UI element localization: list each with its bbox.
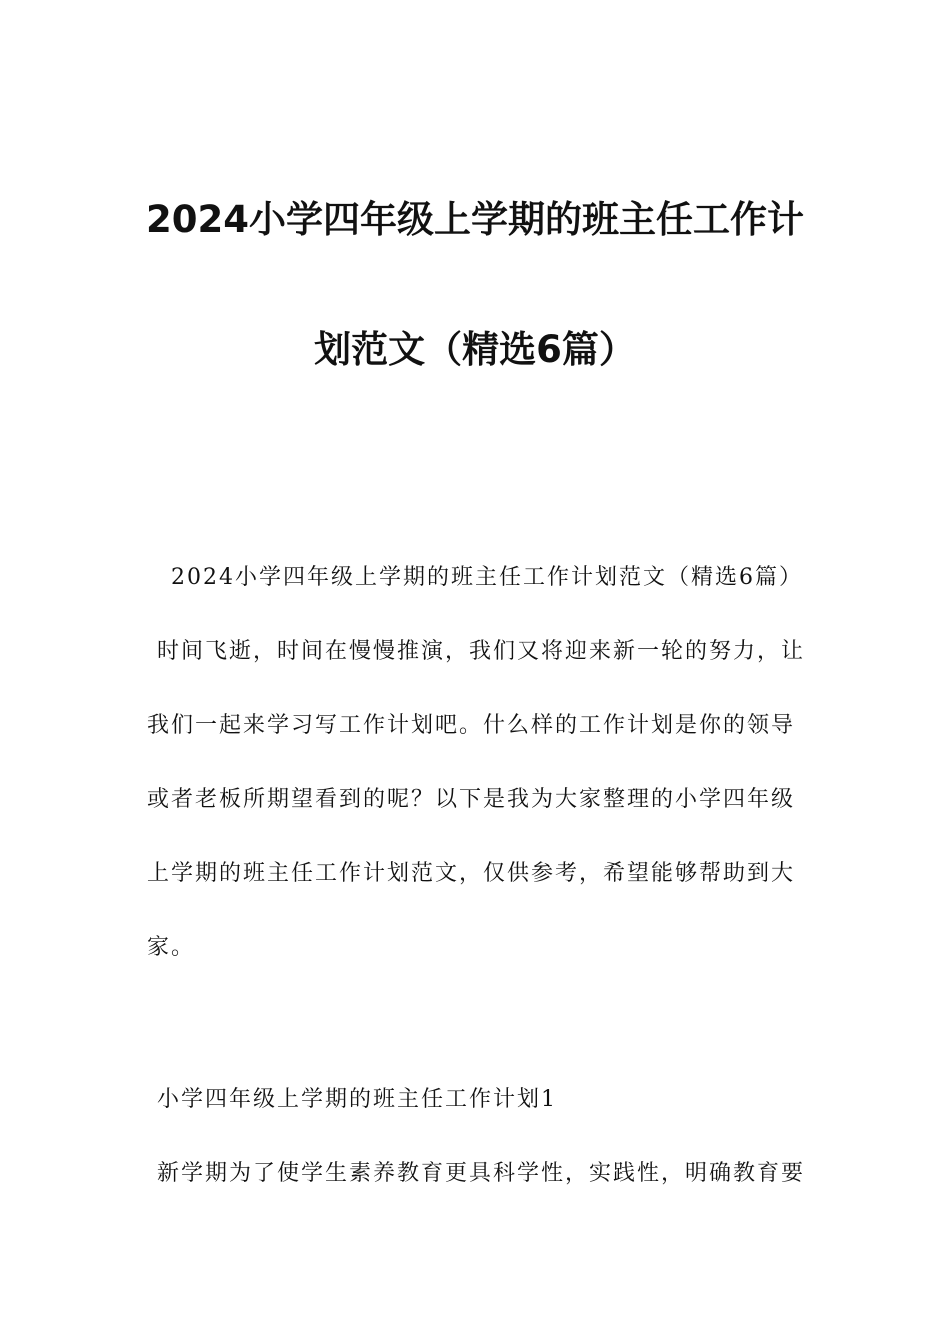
section-line-1: 新学期为了使学生素养教育更具科学性，实践性，明确教育要 <box>157 1161 806 1186</box>
intro-line-4: 上学期的班主任工作计划范文，仅供参考，希望能够帮助到大 <box>147 861 796 886</box>
intro-line-1: 时间飞逝，时间在慢慢推演，我们又将迎来新一轮的努力，让 <box>157 639 806 664</box>
document-subtitle: 2024小学四年级上学期的班主任工作计划范文（精选6篇） <box>171 565 803 590</box>
document-title-line-2: 划范文（精选6篇） <box>314 328 636 371</box>
intro-line-2: 我们一起来学习写工作计划吧。什么样的工作计划是你的领导 <box>147 713 796 738</box>
section-heading: 小学四年级上学期的班主任工作计划1 <box>157 1087 557 1112</box>
intro-line-5: 家。 <box>147 935 196 960</box>
document-title-line-1: 2024小学四年级上学期的班主任工作计 <box>146 198 804 241</box>
intro-line-3: 或者老板所期望看到的呢？以下是我为大家整理的小学四年级 <box>147 787 796 812</box>
